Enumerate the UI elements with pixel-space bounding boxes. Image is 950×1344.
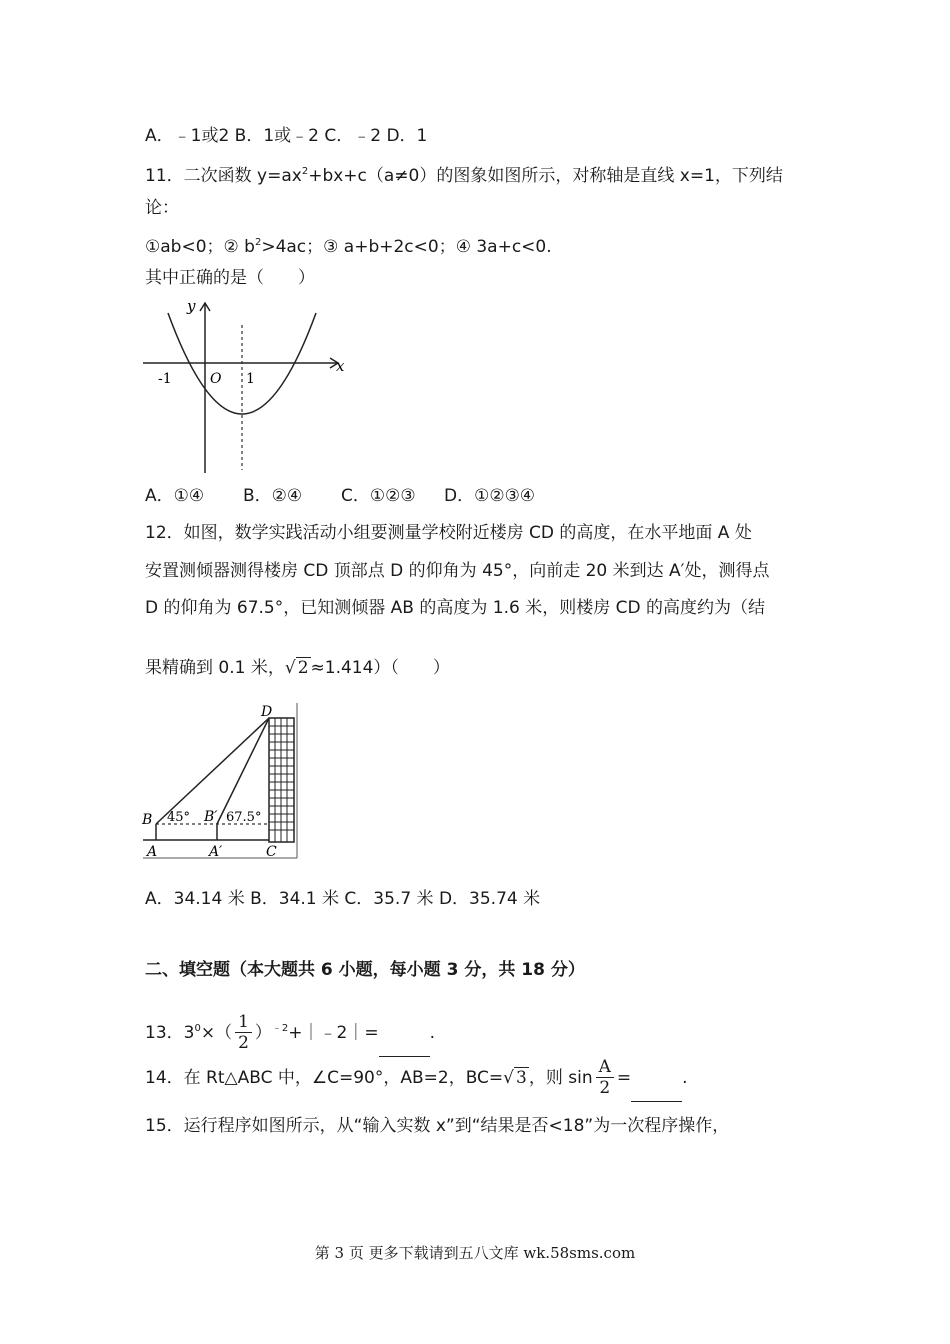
q11-option-b: B．②④ xyxy=(243,486,303,506)
q11-prompt: 其中正确的是（ ） xyxy=(145,268,315,288)
q11-cond-b: >4ac；③ a+b+2c<0；④ 3a+c<0. xyxy=(261,237,552,257)
q12-line1: 12．如图，数学实践活动小组要测量学校附近楼房 CD 的高度，在水平地面 A 处 xyxy=(145,523,752,543)
q12-fig-label-b: B xyxy=(142,812,153,828)
q12-fig-label-a-prime: A′ xyxy=(209,844,223,860)
q11-option-c: C．①②③ xyxy=(341,486,416,506)
q11-conditions xyxy=(145,231,552,259)
q12-line4-b: ≈1.414）（ ） xyxy=(310,658,450,678)
q11-stem-b: +bx+c（a≠0）的图象如图所示，对称轴是直线 x=1，下列结 xyxy=(308,166,783,186)
q13-d: +｜﹣2｜= xyxy=(288,1023,379,1043)
q11-fig-x-label: x xyxy=(336,357,345,375)
q13-num: 1 xyxy=(235,1013,252,1033)
q12-fig-angle-45: 45° xyxy=(167,810,191,825)
q13-answer-blank xyxy=(379,1010,430,1057)
q13 xyxy=(145,1006,435,1057)
q12-line3: D 的仰角为 67.5°，已知测倾器 AB 的高度为 1.6 米，则楼房 CD 的高度约为（结 xyxy=(145,598,765,618)
q13-b: ×（ xyxy=(200,1023,233,1043)
q13-end: . xyxy=(429,1023,435,1043)
q11-cond-a: ①ab<0；② b xyxy=(145,237,255,257)
q11-cond-sup: 2 xyxy=(254,237,262,248)
q13-c: ） xyxy=(254,1023,272,1043)
q12-building-figure xyxy=(140,700,300,862)
q11-sup: 2 xyxy=(301,166,309,177)
q12-line4-a: 果精确到 0.1 米， xyxy=(145,658,285,678)
q12-fig-label-c: C xyxy=(266,844,277,860)
q11-fig-y-label: y xyxy=(187,297,196,315)
q11-option-d: D．①②③④ xyxy=(444,486,536,506)
q10-options: A．﹣1或2 B．1或﹣2 C．﹣2 D．1 xyxy=(145,126,428,146)
q12-options: A．34.14 米 B．34.1 米 C．35.7 米 D．35.74 米 xyxy=(145,889,541,909)
section2-title: 二、填空题（本大题共 6 小题，每小题 3 分，共 18 分） xyxy=(145,960,585,980)
q14 xyxy=(145,1055,688,1102)
q14-sqrt: √ 3 xyxy=(503,1068,527,1088)
q12-line4 xyxy=(145,656,450,680)
q13-sup1: 0 xyxy=(194,1023,201,1034)
q12-fig-angle-67: 67.5° xyxy=(226,810,262,825)
q15-text: 15．运行程序如图所示，从“输入实数 x”到“结果是否<18”为一次程序操作， xyxy=(145,1116,730,1136)
q14-a: 14．在 Rt△ABC 中，∠C=90°，AB=2，BC= xyxy=(145,1068,504,1088)
q12-building-grid xyxy=(269,718,294,842)
q12-fig-label-a: A xyxy=(147,844,158,860)
page-footer: 第 3 页 更多下载请到五八文库 wk.58sms.com xyxy=(314,1244,636,1262)
q12-sqrt: √ 2 xyxy=(284,658,309,678)
q12-fig-label-b-prime: B′ xyxy=(204,809,218,825)
q13-a: 13．3 xyxy=(145,1023,195,1043)
q14-answer-blank xyxy=(631,1055,682,1102)
q12-radicand: 2 xyxy=(297,658,309,678)
q13-den: 2 xyxy=(238,1033,249,1053)
q14-den: 2 xyxy=(599,1078,611,1098)
q13-fraction xyxy=(235,1013,252,1053)
q14-fraction xyxy=(596,1058,614,1098)
q14-b: ，则 sin xyxy=(528,1068,593,1088)
q14-c: = xyxy=(616,1068,632,1088)
q14-radicand: 3 xyxy=(516,1068,527,1088)
q11-fig-origin: O xyxy=(210,371,222,387)
q11-option-a: A．①④ xyxy=(145,486,205,506)
q11-stem-cont: 论： xyxy=(145,198,179,218)
q12-fig-label-d: D xyxy=(261,704,273,720)
q11-options xyxy=(145,484,535,508)
q11-stem-a: 11．二次函数 y=ax xyxy=(145,166,302,186)
q11-stem xyxy=(145,160,783,188)
q11-parabola-figure xyxy=(140,295,350,475)
q12-line2: 安置测倾器测得楼房 CD 顶部点 D 的仰角为 45°，向前走 20 米到达 A′处，测得点 xyxy=(145,561,770,581)
q14-num: A xyxy=(596,1058,614,1078)
q11-fig-tick-neg: -1 xyxy=(158,371,172,387)
q13-sup2: ﹣2 xyxy=(271,1023,289,1034)
q11-fig-tick-pos: 1 xyxy=(246,371,255,387)
q14-end: . xyxy=(682,1068,688,1088)
